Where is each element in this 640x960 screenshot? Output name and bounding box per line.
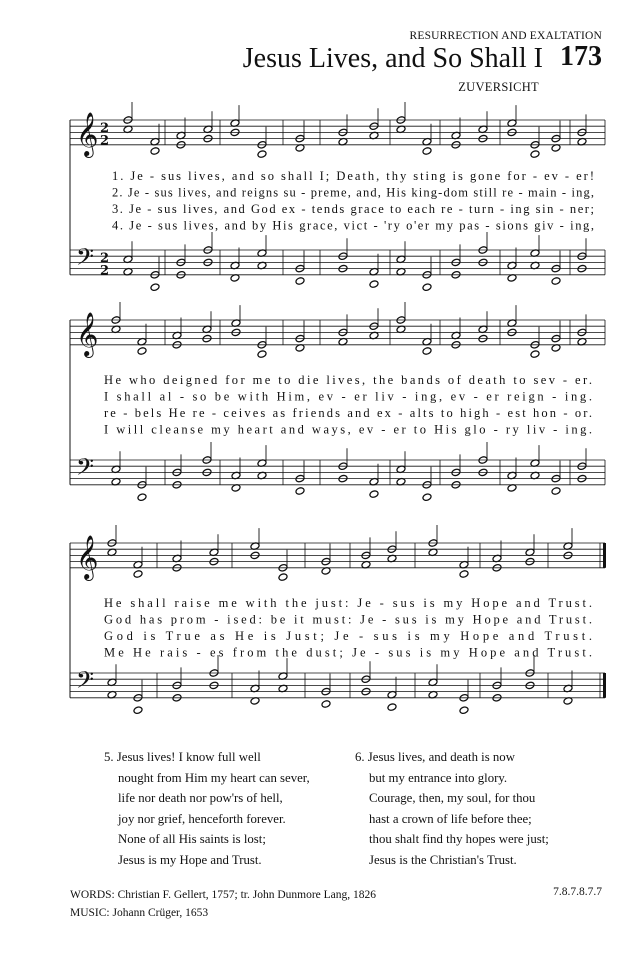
- lyric-line: 2. Je - sus lives, and reigns su - preme, and, His king-dom still re - main - ing,: [112, 185, 594, 200]
- note-head: [133, 706, 143, 715]
- note-head: [551, 277, 561, 286]
- tune-name: ZUVERSICHT: [458, 80, 539, 94]
- treble-clef-icon: 𝄞: [76, 535, 99, 579]
- lyric-line: re - bels He re - ceives as friends and ex - alts to high - est hon - or.: [104, 406, 592, 420]
- lyric-line: 1. Je - sus lives, and so shall I; Death, thy sting is gone for - ev - er!: [112, 169, 594, 183]
- section-label: RESURRECTION AND EXALTATION: [409, 30, 602, 42]
- note-head: [387, 703, 397, 712]
- stanza-6: [355, 747, 549, 870]
- note-head: [278, 573, 288, 582]
- lyric-line: I shall al - so be with Him, ev - er liv - ing, ev - er reign - ing.: [104, 389, 592, 404]
- stanza-5-line: joy nor grief, henceforth forever.: [118, 811, 286, 826]
- music-credit: MUSIC: Johann Crüger, 1653: [70, 907, 209, 919]
- note-head: [137, 493, 147, 502]
- note-head: [530, 150, 540, 159]
- lyric-line: I will cleanse my heart and ways, ev - er to His glo - ry liv - ing.: [104, 422, 592, 437]
- stanza-6-line: hast a crown of life before thee;: [369, 811, 532, 826]
- hymn-number: 173: [560, 41, 602, 72]
- note-head: [295, 487, 305, 496]
- credits: [70, 886, 376, 922]
- note-head: [459, 706, 469, 715]
- lyric-line: 3. Je - sus lives, and God ex - tends grace to each re - turn - ing sin - ner;: [112, 202, 594, 216]
- lyric-line: 4. Je - sus lives, and by His grace, vict - 'ry o'er my pas - sions giv - ing,: [112, 218, 594, 233]
- note-head: [295, 277, 305, 286]
- note-head: [422, 283, 432, 292]
- stanza-6-line: thou shalt find thy hopes were just;: [369, 832, 549, 846]
- time-signature-numerator: 2: [100, 121, 110, 136]
- stanza-6-line: Courage, then, my soul, for thou: [369, 791, 536, 805]
- words-credit: WORDS: Christian F. Gellert, 1757; tr. John Dunmore Lang, 1826: [70, 889, 377, 901]
- note-head: [133, 570, 143, 579]
- time-signature-denominator: 2: [100, 263, 110, 279]
- note-head: [459, 570, 469, 579]
- final-barline-thick: [603, 673, 606, 698]
- stanza-5-line: None of all His saints is lost;: [118, 832, 266, 846]
- stanza-6-line: Jesus is the Christian's Trust.: [369, 852, 517, 867]
- time-signature-numerator: 2: [100, 251, 110, 266]
- treble-clef-icon: 𝄞: [76, 312, 99, 356]
- note-head: [551, 487, 561, 496]
- meter: 7.8.7.8.7.7: [553, 886, 602, 898]
- bass-clef-icon: 𝄢: [76, 453, 95, 486]
- note-head: [422, 347, 432, 356]
- hymn-title: Jesus Lives, and So Shall I: [242, 43, 543, 74]
- stanza-5-line: life nor death nor pow'rs of hell,: [118, 791, 283, 805]
- stanza-5-line: nought from Him my heart can sever,: [118, 770, 310, 785]
- note-head: [422, 493, 432, 502]
- lyric-line: He who deigned for me to die lives, the bands of death to sev - er.: [104, 373, 592, 387]
- lyric-line: God is True as He is Just; Je - sus is my Hope and Trust.: [104, 629, 592, 643]
- note-head: [422, 147, 432, 156]
- bass-clef-icon: 𝄢: [76, 243, 95, 276]
- note-head: [369, 490, 379, 499]
- lyric-line: God has prom - ised: be it must: Je - sus is my Hope and Trust.: [104, 612, 593, 627]
- stanza-6-line: 6. Jesus lives, and death is now: [355, 750, 515, 764]
- note-head: [150, 147, 160, 156]
- note-head: [150, 283, 160, 292]
- note-head: [257, 150, 267, 159]
- note-head: [137, 347, 147, 356]
- stanza-5-line: Jesus is my Hope and Trust.: [118, 852, 262, 867]
- stanza-6-line: but my entrance into glory.: [369, 770, 508, 785]
- stanza-5: [104, 747, 310, 870]
- time-signature-denominator: 2: [100, 133, 110, 149]
- note-head: [369, 280, 379, 289]
- note-head: [257, 350, 267, 359]
- bass-clef-icon: 𝄢: [76, 666, 95, 699]
- stanza-5-line: 5. Jesus lives! I know full well: [104, 750, 261, 764]
- lyric-line: Me He rais - es from the dust; Je - sus is my Hope and Trust.: [104, 645, 593, 660]
- final-barline-thick: [603, 543, 606, 568]
- note-head: [530, 350, 540, 359]
- note-head: [321, 700, 331, 709]
- treble-clef-icon: 𝄞: [76, 112, 99, 156]
- lyric-line: He shall raise me with the just: Je - sus is my Hope and Trust.: [104, 596, 592, 610]
